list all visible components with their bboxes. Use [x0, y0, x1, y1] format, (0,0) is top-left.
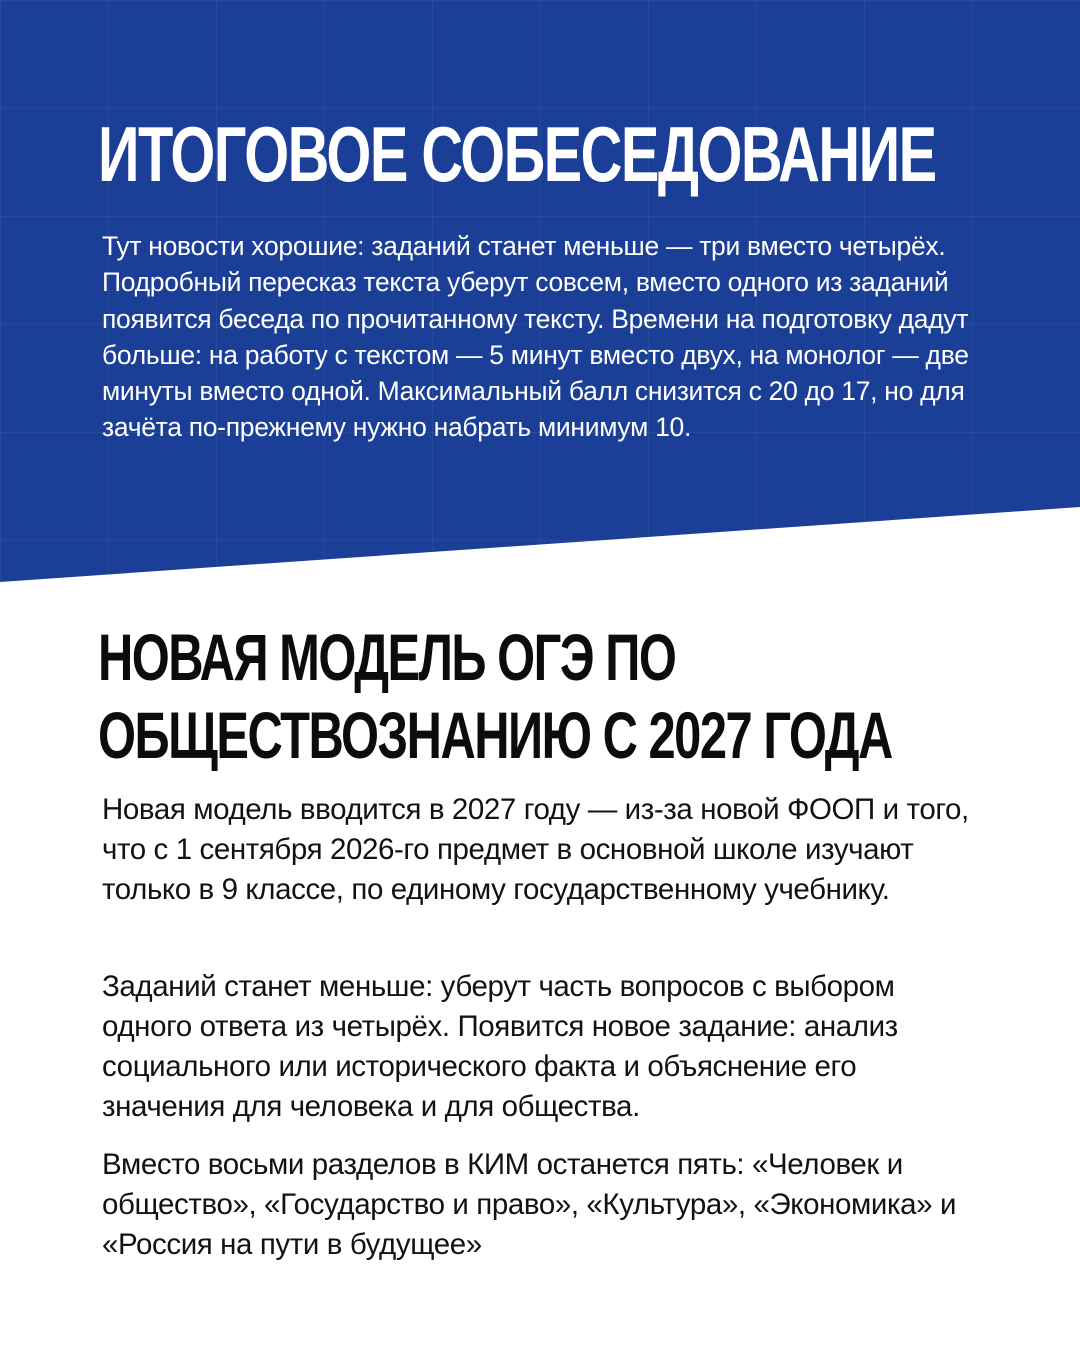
- oge-section-title: НОВАЯ МОДЕЛЬ ОГЭ ПО ОБЩЕСТВОЗНАНИЮ С 2027 ГОДА: [98, 620, 892, 772]
- oge-paragraph-fewer-tasks: Заданий станет меньше: уберут часть вопросов с выбором одного ответа из четырёх. Появится новое задание: анализ социального или исторического факта и объяснение его значения для человека и для общества.: [102, 970, 898, 1123]
- oge-paragraph-new-model: Новая модель вводится в 2027 году — из-за новой ФООП и того, что с 1 сентября 2026-го предмет в основной школе изучают только в 9 классе, по единому государственному учебнику.: [102, 793, 969, 906]
- oge-paragraph-sections: Вместо восьми разделов в КИМ останется пять: «Человек и общество», «Государство и право», «Культура», «Экономика» и «Россия на пути в будущее»: [102, 1148, 957, 1261]
- interview-section-text: Тут новости хорошие: заданий станет меньше — три вместо четырёх. Подробный пересказ текста уберут совсем, вместо одного из заданий появится беседа по прочитанному тексту. Времени на подготовку дадут больше: на работу с текстом — 5 минут вместо двух, на монолог — две минуты вместо одной. Максимальный балл снизится с 20 до 17, но для зачёта по-прежнему нужно набрать минимум 10.: [102, 231, 969, 443]
- interview-section-title: ИТОГОВОЕ СОБЕСЕДОВАНИЕ: [98, 110, 936, 198]
